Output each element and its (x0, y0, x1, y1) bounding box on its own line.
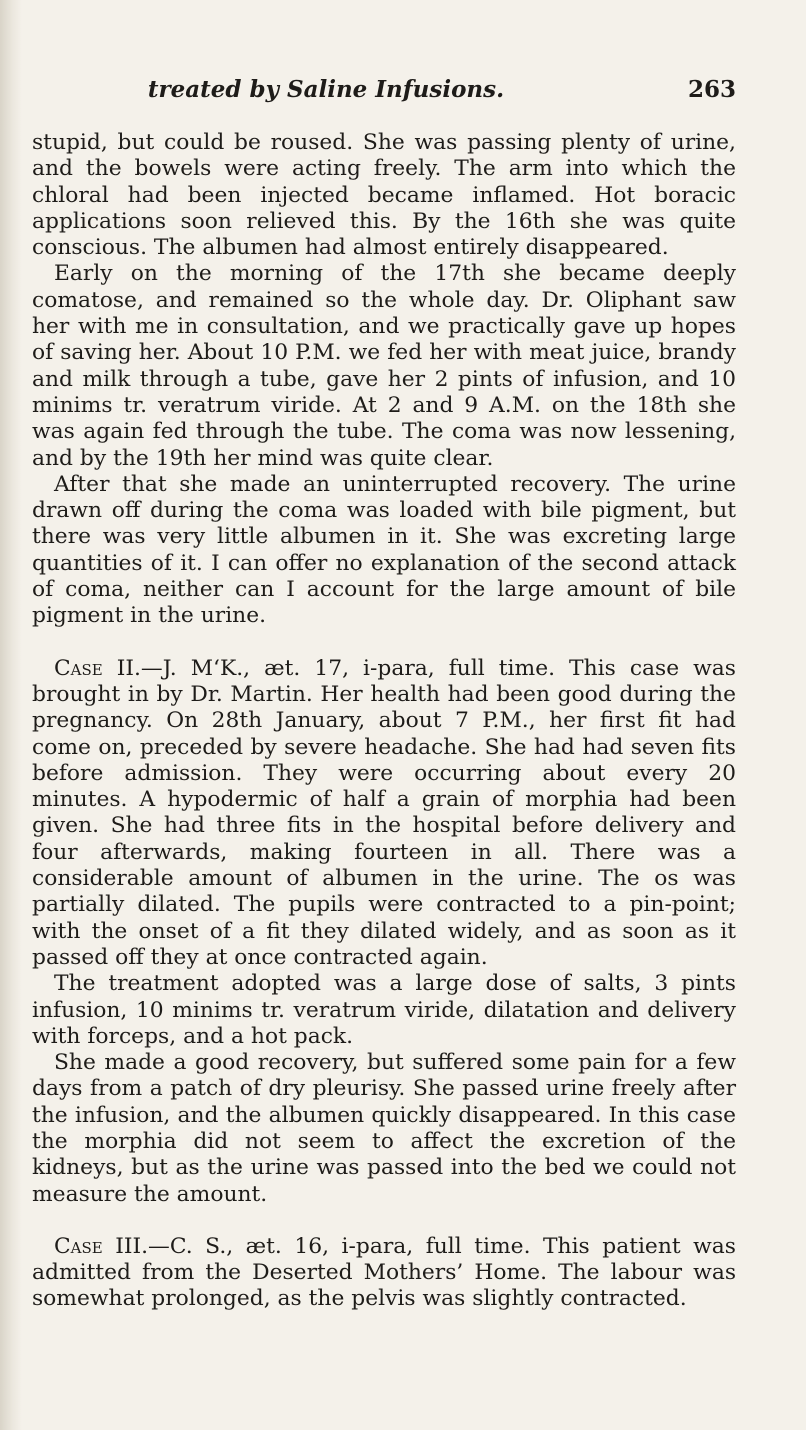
paragraph-outcome: She made a good recovery, but suffered some pain for a few days from a patch of dry pleurisy. She passed urine freely after the infusion, and the albumen quickly disappeared. In this case the morphia did not seem to affect the excretion of the kidneys, but as the urine was passed into the bed we could not measure the amount. (32, 1050, 736, 1207)
paragraph-case-3 (32, 1234, 736, 1313)
paragraph-continuation: stupid, but could be roused. She was passing plenty of urine, and the bowels were acting freely. The arm into which the chloral had been injected became inflamed. Hot boracic applications soon relieved this. By the 16th she was quite conscious. The albumen had almost entirely disappeared. (32, 130, 736, 261)
paragraph-treatment: The treatment adopted was a large dose of salts, 3 pints infusion, 10 minims tr. veratrum viride, dilatation and delivery with forceps, and a hot pack. (32, 971, 736, 1049)
paragraph-coma: Early on the morning of the 17th she became deeply comatose, and remained so the whole day. Dr. Oliphant saw her with me in consultation, and we practically gave up hopes of saving her. About 10 P.M. we fed her with meat juice, brandy and milk through a tube, gave her 2 pints of infusion, and 10 minims tr. veratrum viride. At 2 and 9 A.M. on the 18th she was again fed through the tube. The coma was now lessening, and by the 19th her mind was quite clear. (32, 261, 736, 471)
case-3-label: Case III. (54, 1233, 149, 1259)
page-edge-shadow (0, 0, 22, 1430)
running-title: treated by Saline Infusions. (147, 76, 505, 103)
paragraph-recovery: After that she made an uninterrupted recovery. The urine drawn off during the coma was loaded with bile pigment, but there was very little albumen in it. She was excreting large quantities of it. I can offer no explanation of the second attack of coma, neither can I account for the large amount of bile pigment in the urine. (32, 471, 736, 629)
case-3-text: —C. S., æt. 16, i-para, full time. This patient was admitted from the Deserted Mothers’ Home. The labour was somewhat prolonged, as the pelvis was slightly contracted. (32, 1233, 736, 1312)
paragraph-case-2 (32, 656, 736, 972)
case-2-text: —J. M‘K., æt. 17, i-para, full time. This case was brought in by Dr. Martin. Her health had been good during the pregnancy. On 28th January, about 7 P.M., her first fit had come on, preceded by severe headache. She had had seven fits before admission. They were occurring about every 20 minutes. A hypodermic of half a grain of morphia had been given. She had three fits in the hospital before delivery and four afterwards, making fourteen in all. There was a considerable amount of albumen in the urine. The os was partially dilated. The pupils were contracted to a pin-point; with the onset of a fit they dilated widely, and as soon as it passed off they at once contracted again. (32, 655, 736, 970)
body-text (32, 130, 736, 1313)
page-number: 263 (687, 76, 736, 103)
case-2-label: Case II. (54, 655, 141, 681)
page-header (36, 76, 736, 106)
